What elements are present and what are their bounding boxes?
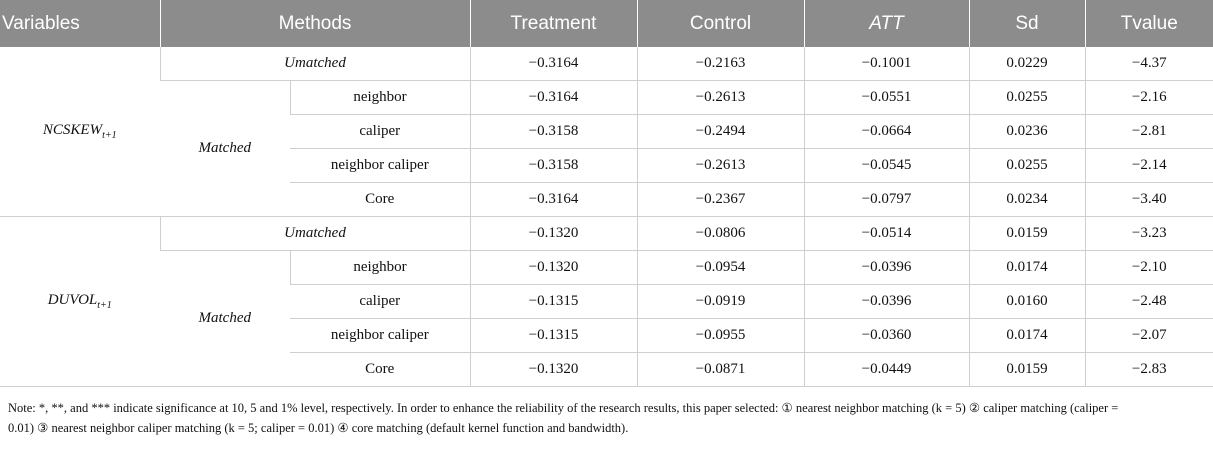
- tvalue-value: −2.83: [1085, 353, 1213, 387]
- control-value: −0.0806: [637, 217, 804, 251]
- unmatched-label: Umatched: [160, 47, 470, 81]
- sd-value: 0.0160: [969, 285, 1085, 319]
- sd-value: 0.0255: [969, 149, 1085, 183]
- att-value: −0.0514: [804, 217, 969, 251]
- att-value: −0.1001: [804, 47, 969, 81]
- control-value: −0.2613: [637, 81, 804, 115]
- method-label: caliper: [290, 115, 470, 149]
- header-row: [0, 0, 1213, 47]
- header-sd: Sd: [969, 0, 1085, 47]
- control-value: −0.0955: [637, 319, 804, 353]
- control-value: −0.2367: [637, 183, 804, 217]
- sd-value: 0.0159: [969, 353, 1085, 387]
- att-value: −0.0664: [804, 115, 969, 149]
- att-value: −0.0396: [804, 251, 969, 285]
- header-variables: Variables: [0, 0, 160, 47]
- tvalue-value: −2.16: [1085, 81, 1213, 115]
- control-value: −0.0919: [637, 285, 804, 319]
- att-value: −0.0797: [804, 183, 969, 217]
- method-label: neighbor caliper: [290, 149, 470, 183]
- table-row: [0, 217, 1213, 251]
- control-value: −0.0954: [637, 251, 804, 285]
- treatment-value: −0.3158: [470, 115, 637, 149]
- att-value: −0.0545: [804, 149, 969, 183]
- sd-value: 0.0255: [969, 81, 1085, 115]
- variable-duvol: $DUVOL_{t+1}$: [0, 217, 160, 387]
- treatment-value: −0.3158: [470, 149, 637, 183]
- tvalue-value: −2.07: [1085, 319, 1213, 353]
- sd-value: 0.0174: [969, 251, 1085, 285]
- treatment-value: −0.1315: [470, 285, 637, 319]
- sd-value: 0.0159: [969, 217, 1085, 251]
- method-label: Core: [290, 183, 470, 217]
- header-tvalue: Tvalue: [1085, 0, 1213, 47]
- header-treatment: Treatment: [470, 0, 637, 47]
- control-value: −0.2494: [637, 115, 804, 149]
- table-row: [0, 81, 1213, 115]
- method-label: neighbor: [290, 251, 470, 285]
- control-value: −0.0871: [637, 353, 804, 387]
- table-note: Note: *, **, and *** indicate significance at 10, 5 and 1% level, respectively. In order to enhance the reliability of the research results, this paper selected: ① nearest neighbor matching (k = 5) ② caliper matching (caliper = 0.01) ③ nearest neighbor caliper matching (k = 5; caliper = 0.01) ④ core matching (default kernel function and bandwidth).: [8, 401, 1119, 435]
- method-label: Core: [290, 353, 470, 387]
- sd-value: 0.0229: [969, 47, 1085, 81]
- treatment-value: −0.1320: [470, 251, 637, 285]
- sd-value: 0.0234: [969, 183, 1085, 217]
- method-label: neighbor caliper: [290, 319, 470, 353]
- treatment-value: −0.1315: [470, 319, 637, 353]
- treatment-value: −0.1320: [470, 217, 637, 251]
- tvalue-value: −2.81: [1085, 115, 1213, 149]
- variable-ncskew: $NCSKEW_{t+1}$: [0, 47, 160, 217]
- att-value: −0.0551: [804, 81, 969, 115]
- header-control: Control: [637, 0, 804, 47]
- tvalue-value: −2.10: [1085, 251, 1213, 285]
- control-value: −0.2613: [637, 149, 804, 183]
- att-value: −0.0360: [804, 319, 969, 353]
- tvalue-value: −2.48: [1085, 285, 1213, 319]
- treatment-value: −0.3164: [470, 81, 637, 115]
- control-value: −0.2163: [637, 47, 804, 81]
- header-methods: Methods: [160, 0, 470, 47]
- att-value: −0.0396: [804, 285, 969, 319]
- method-label: caliper: [290, 285, 470, 319]
- matched-label: Matched: [160, 251, 290, 387]
- tvalue-value: −2.14: [1085, 149, 1213, 183]
- method-label: neighbor: [290, 81, 470, 115]
- table-row: [0, 47, 1213, 81]
- tvalue-value: −4.37: [1085, 47, 1213, 81]
- att-value: −0.0449: [804, 353, 969, 387]
- tvalue-value: −3.40: [1085, 183, 1213, 217]
- table-row: [0, 251, 1213, 285]
- tvalue-value: −3.23: [1085, 217, 1213, 251]
- unmatched-label: Umatched: [160, 217, 470, 251]
- sd-value: 0.0236: [969, 115, 1085, 149]
- matched-label: Matched: [160, 81, 290, 217]
- treatment-value: −0.3164: [470, 47, 637, 81]
- header-att: ATT: [804, 0, 969, 47]
- sd-value: 0.0174: [969, 319, 1085, 353]
- treatment-value: −0.3164: [470, 183, 637, 217]
- treatment-value: −0.1320: [470, 353, 637, 387]
